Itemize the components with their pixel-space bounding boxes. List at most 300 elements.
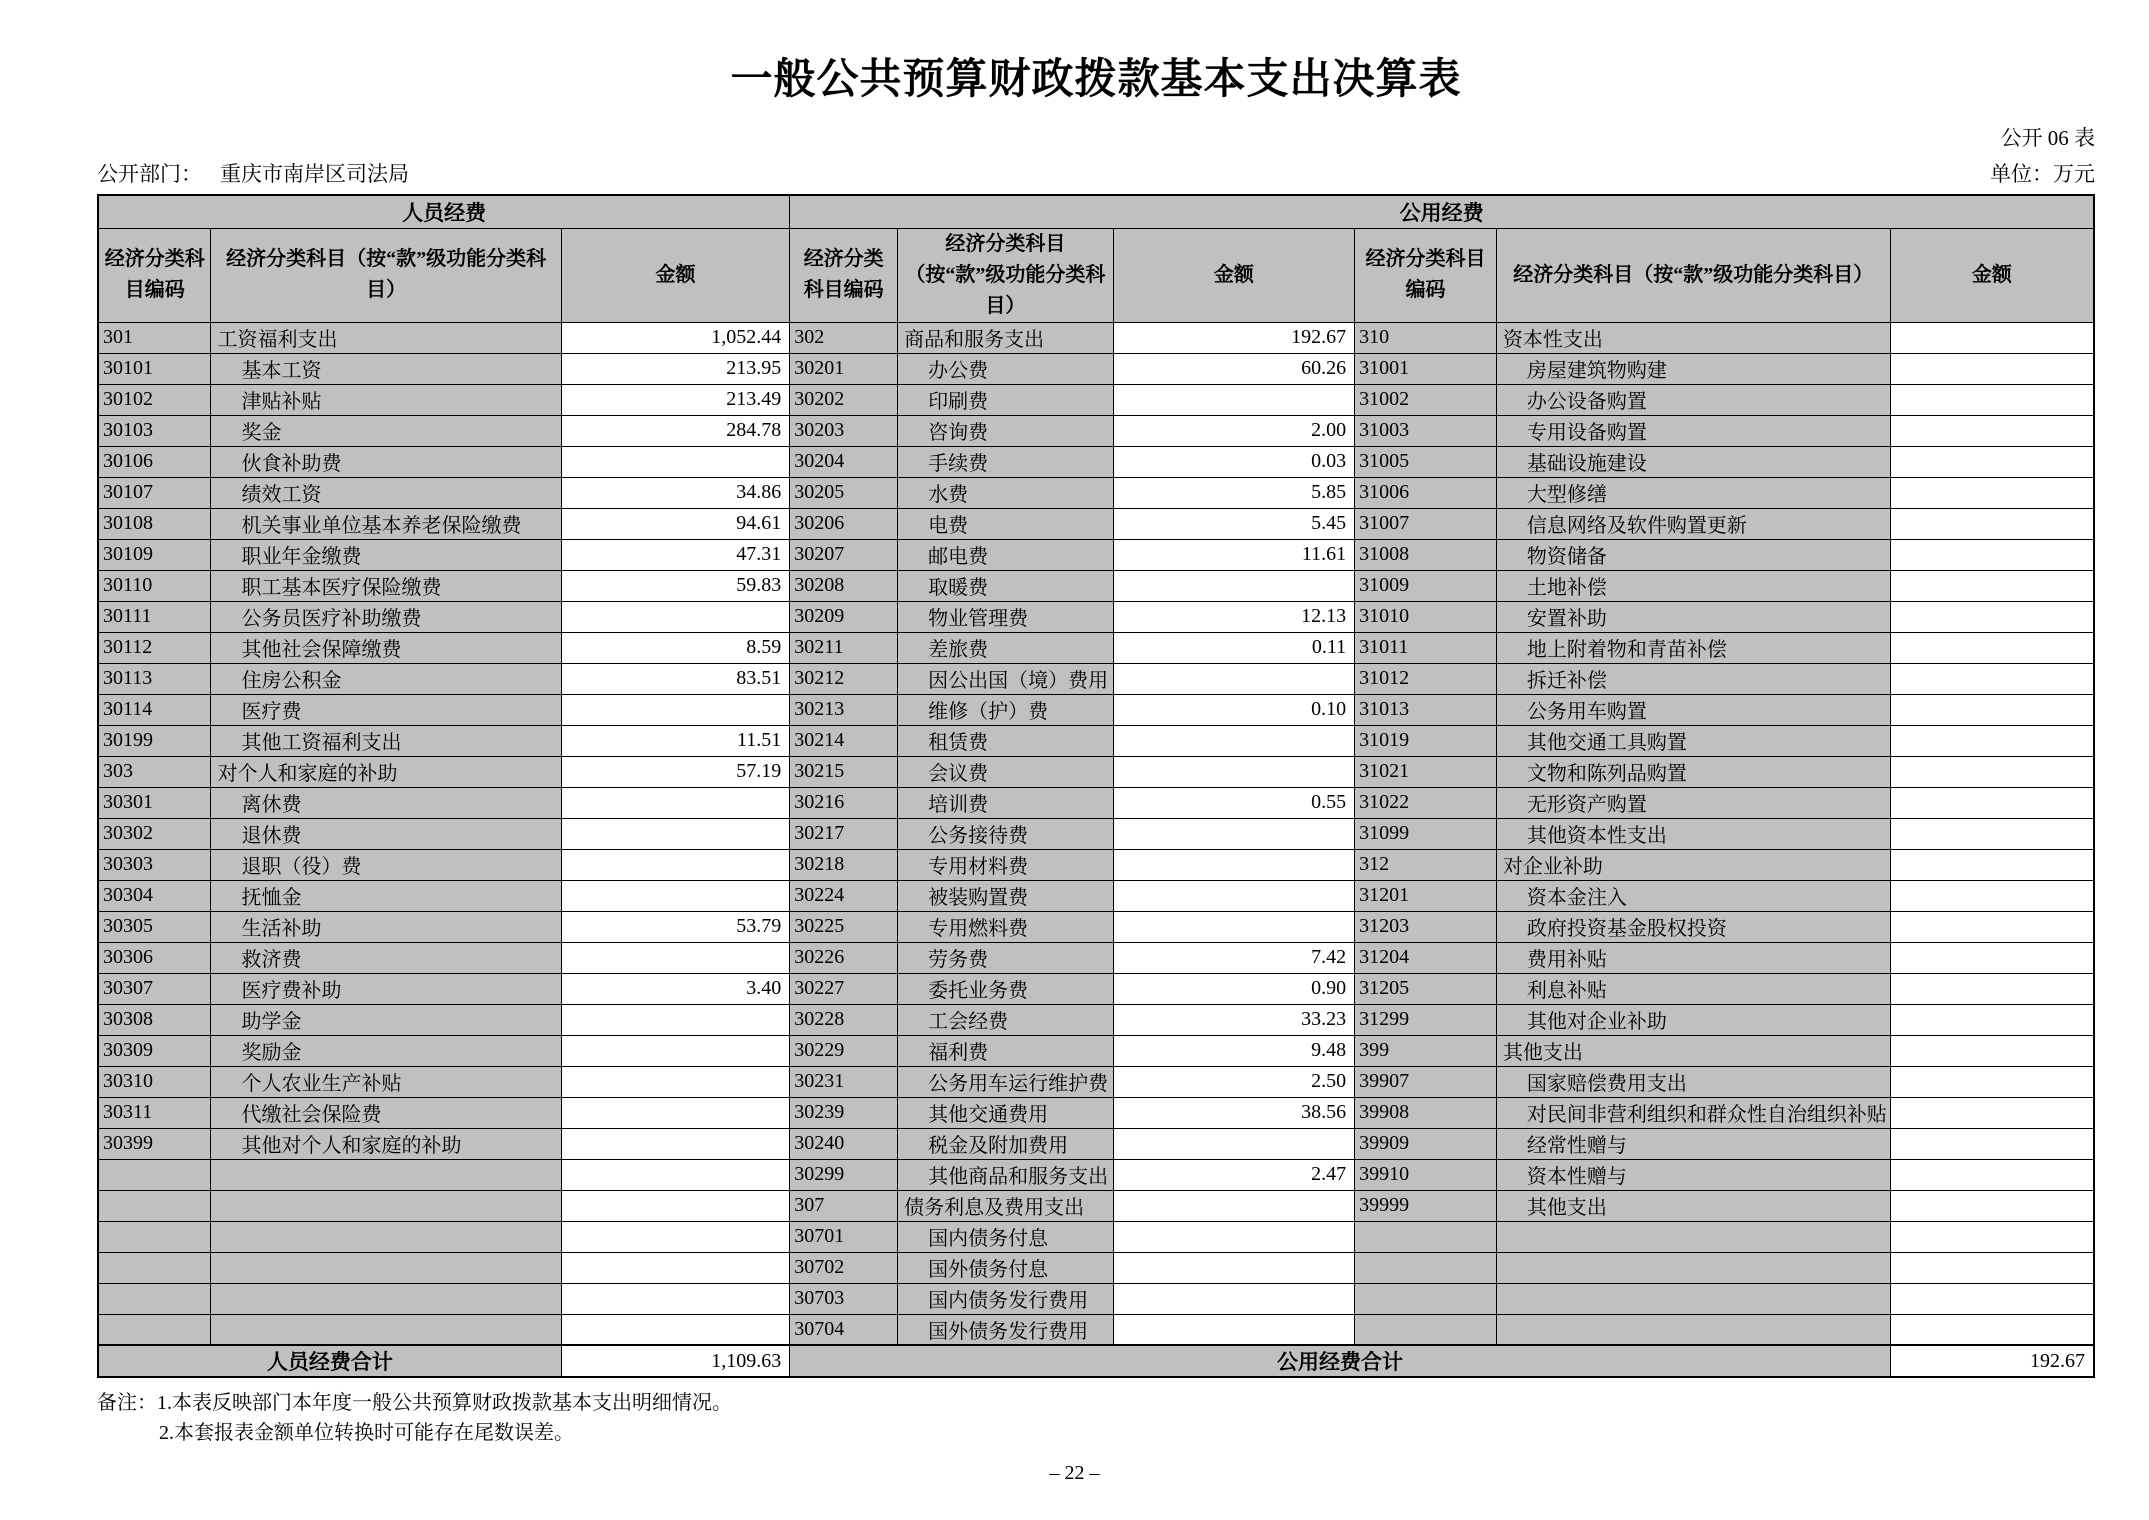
subject-cell: 委托业务费: [898, 973, 1114, 1004]
amount-cell: 2.50: [1113, 1066, 1355, 1097]
subject-cell: 物资储备: [1496, 539, 1890, 570]
amount-cell: 59.83: [561, 570, 790, 601]
subject-cell: [211, 1252, 561, 1283]
subject-cell: 生活补助: [211, 911, 561, 942]
amount-cell: 3.40: [561, 973, 790, 1004]
code-cell: 30203: [790, 415, 898, 446]
amount-cell: [1113, 911, 1355, 942]
code-cell: 30399: [98, 1128, 211, 1159]
amount-cell: [1113, 1221, 1355, 1252]
subject-cell: 债务利息及费用支出: [898, 1190, 1114, 1221]
code-cell: 30229: [790, 1035, 898, 1066]
subject-cell: 工会经费: [898, 1004, 1114, 1035]
subject-cell: 其他社会保障缴费: [211, 632, 561, 663]
code-cell: 31006: [1355, 477, 1497, 508]
amount-cell: [1113, 880, 1355, 911]
code-cell: 30212: [790, 663, 898, 694]
code-cell: 31012: [1355, 663, 1497, 694]
amount-cell: [1890, 322, 2094, 353]
amount-cell: 33.23: [1113, 1004, 1355, 1035]
amount-cell: [1890, 787, 2094, 818]
subject-cell: 地上附着物和青苗补偿: [1496, 632, 1890, 663]
amount-cell: 192.67: [1113, 322, 1355, 353]
subject-cell: 工资福利支出: [211, 322, 561, 353]
table-row: [98, 539, 2094, 570]
subject-cell: 专用设备购置: [1496, 415, 1890, 446]
amount-cell: [561, 1004, 790, 1035]
table-row: [98, 973, 2094, 1004]
subject-cell: 取暖费: [898, 570, 1114, 601]
amount-cell: [561, 1283, 790, 1314]
amount-cell: [1113, 1252, 1355, 1283]
code-cell: 31021: [1355, 756, 1497, 787]
amount-cell: [1890, 911, 2094, 942]
subject-cell: 助学金: [211, 1004, 561, 1035]
subject-cell: 商品和服务支出: [898, 322, 1114, 353]
subject-cell: 奖励金: [211, 1035, 561, 1066]
code-cell: [98, 1283, 211, 1314]
amount-cell: [1113, 725, 1355, 756]
code-cell: 302: [790, 322, 898, 353]
code-cell: 30110: [98, 570, 211, 601]
code-cell: 30306: [98, 942, 211, 973]
subject-cell: 办公设备购置: [1496, 384, 1890, 415]
subject-cell: 邮电费: [898, 539, 1114, 570]
code-cell: 30308: [98, 1004, 211, 1035]
subject-cell: [211, 1283, 561, 1314]
department-line: [97, 158, 409, 188]
code-cell: 30299: [790, 1159, 898, 1190]
personnel-total-label: 人员经费合计: [98, 1345, 561, 1377]
code-cell: 30301: [98, 787, 211, 818]
amount-cell: 8.59: [561, 632, 790, 663]
subject-cell: 国外债务发行费用: [898, 1314, 1114, 1345]
amount-cell: [561, 1128, 790, 1159]
code-cell: 30207: [790, 539, 898, 570]
subject-cell: 专用材料费: [898, 849, 1114, 880]
subject-cell: 差旅费: [898, 632, 1114, 663]
col-header-amount-mid: 金额: [1113, 228, 1355, 322]
table-row: [98, 818, 2094, 849]
amount-cell: [1890, 1066, 2094, 1097]
amount-cell: 60.26: [1113, 353, 1355, 384]
amount-cell: [561, 601, 790, 632]
amount-cell: 9.48: [1113, 1035, 1355, 1066]
subject-cell: 办公费: [898, 353, 1114, 384]
code-cell: 301: [98, 322, 211, 353]
amount-cell: [1113, 756, 1355, 787]
code-cell: 30111: [98, 601, 211, 632]
subject-cell: [211, 1159, 561, 1190]
amount-cell: [1890, 942, 2094, 973]
subject-cell: 费用补贴: [1496, 942, 1890, 973]
department-label: 公开部门：: [97, 162, 202, 186]
code-cell: 30208: [790, 570, 898, 601]
code-cell: 30302: [98, 818, 211, 849]
subject-cell: 无形资产购置: [1496, 787, 1890, 818]
code-cell: 30209: [790, 601, 898, 632]
amount-cell: 47.31: [561, 539, 790, 570]
code-cell: 30114: [98, 694, 211, 725]
code-cell: 31204: [1355, 942, 1497, 973]
amount-cell: [561, 1190, 790, 1221]
code-cell: 30109: [98, 539, 211, 570]
department-value: 重庆市南岸区司法局: [220, 162, 409, 186]
amount-cell: [1113, 1283, 1355, 1314]
subject-cell: 其他商品和服务支出: [898, 1159, 1114, 1190]
code-cell: 31019: [1355, 725, 1497, 756]
subject-cell: 其他交通费用: [898, 1097, 1114, 1128]
subject-cell: 医疗费补助: [211, 973, 561, 1004]
amount-cell: [1890, 663, 2094, 694]
amount-cell: 213.95: [561, 353, 790, 384]
code-cell: 39909: [1355, 1128, 1497, 1159]
col-header-code-right: 经济分类科目编码: [1355, 228, 1497, 322]
code-cell: 39907: [1355, 1066, 1497, 1097]
code-cell: 30106: [98, 446, 211, 477]
code-cell: 31201: [1355, 880, 1497, 911]
subject-cell: 文物和陈列品购置: [1496, 756, 1890, 787]
subject-cell: [211, 1221, 561, 1252]
table-number: 公开 06 表: [2000, 126, 2095, 150]
amount-cell: [561, 1221, 790, 1252]
table-row: [98, 508, 2094, 539]
code-cell: 31005: [1355, 446, 1497, 477]
amount-cell: [1890, 818, 2094, 849]
code-cell: 30225: [790, 911, 898, 942]
subject-cell: 公务员医疗补助缴费: [211, 601, 561, 632]
code-cell: 30103: [98, 415, 211, 446]
amount-cell: [561, 880, 790, 911]
col-header-amount-left: 金额: [561, 228, 790, 322]
subject-cell: 国外债务付息: [898, 1252, 1114, 1283]
subject-cell: 资本金注入: [1496, 880, 1890, 911]
amount-cell: 0.90: [1113, 973, 1355, 1004]
code-cell: 31001: [1355, 353, 1497, 384]
code-cell: 31022: [1355, 787, 1497, 818]
code-cell: 307: [790, 1190, 898, 1221]
table-row: [98, 756, 2094, 787]
code-cell: 30205: [790, 477, 898, 508]
subject-cell: 咨询费: [898, 415, 1114, 446]
group-header-row: [98, 195, 2094, 228]
amount-cell: [1890, 725, 2094, 756]
code-cell: 30305: [98, 911, 211, 942]
amount-cell: [1113, 1314, 1355, 1345]
code-cell: 30231: [790, 1066, 898, 1097]
amount-cell: [1890, 601, 2094, 632]
subject-cell: 其他工资福利支出: [211, 725, 561, 756]
code-cell: 39910: [1355, 1159, 1497, 1190]
subject-cell: 机关事业单位基本养老保险缴费: [211, 508, 561, 539]
amount-cell: 284.78: [561, 415, 790, 446]
subject-cell: 租赁费: [898, 725, 1114, 756]
table-row: [98, 477, 2094, 508]
code-cell: 31003: [1355, 415, 1497, 446]
amount-cell: [1890, 415, 2094, 446]
page-title: 一般公共预算财政拨款基本支出决算表: [730, 57, 1462, 103]
code-cell: 30102: [98, 384, 211, 415]
code-cell: 31099: [1355, 818, 1497, 849]
table-row: [98, 1066, 2094, 1097]
table-row: [98, 1314, 2094, 1345]
code-cell: [98, 1252, 211, 1283]
subject-cell: 专用燃料费: [898, 911, 1114, 942]
group-header-public: 公用经费: [790, 195, 2094, 228]
amount-cell: 12.13: [1113, 601, 1355, 632]
public-total-amount: 192.67: [1890, 1345, 2094, 1377]
table-row: [98, 911, 2094, 942]
amount-cell: [1890, 384, 2094, 415]
code-cell: 30211: [790, 632, 898, 663]
amount-cell: [561, 1066, 790, 1097]
subject-cell: 国内债务发行费用: [898, 1283, 1114, 1314]
code-cell: 31011: [1355, 632, 1497, 663]
subject-cell: 资本性支出: [1496, 322, 1890, 353]
subject-cell: [211, 1190, 561, 1221]
code-cell: [1355, 1314, 1497, 1345]
table-row: [98, 1283, 2094, 1314]
code-cell: 399: [1355, 1035, 1497, 1066]
page-number: – 22 –: [1049, 1462, 1100, 1484]
code-cell: [1355, 1252, 1497, 1283]
amount-cell: 38.56: [1113, 1097, 1355, 1128]
code-cell: 30199: [98, 725, 211, 756]
amount-cell: [1890, 1252, 2094, 1283]
subject-cell: 其他支出: [1496, 1035, 1890, 1066]
code-cell: [1355, 1283, 1497, 1314]
amount-cell: 213.49: [561, 384, 790, 415]
subject-cell: 电费: [898, 508, 1114, 539]
amount-cell: [1890, 1314, 2094, 1345]
table-row: [98, 849, 2094, 880]
note-line-1: 备注：1.本表反映部门本年度一般公共预算财政拨款基本支出明细情况。: [97, 1392, 732, 1414]
code-cell: 39908: [1355, 1097, 1497, 1128]
subject-cell: 被装购置费: [898, 880, 1114, 911]
amount-cell: [1890, 508, 2094, 539]
code-cell: 303: [98, 756, 211, 787]
subject-cell: 奖金: [211, 415, 561, 446]
subject-cell: 会议费: [898, 756, 1114, 787]
subject-cell: 职业年金缴费: [211, 539, 561, 570]
amount-cell: [1890, 1283, 2094, 1314]
code-cell: 30112: [98, 632, 211, 663]
subject-cell: 抚恤金: [211, 880, 561, 911]
subject-cell: 水费: [898, 477, 1114, 508]
amount-cell: [1890, 694, 2094, 725]
amount-cell: 2.00: [1113, 415, 1355, 446]
subject-cell: 其他交通工具购置: [1496, 725, 1890, 756]
subject-cell: 维修（护）费: [898, 694, 1114, 725]
amount-cell: 0.11: [1113, 632, 1355, 663]
notes: [97, 1388, 2095, 1448]
code-cell: 30701: [790, 1221, 898, 1252]
subject-cell: 基础设施建设: [1496, 446, 1890, 477]
subject-cell: 个人农业生产补贴: [211, 1066, 561, 1097]
code-cell: 30239: [790, 1097, 898, 1128]
code-cell: 30113: [98, 663, 211, 694]
amount-cell: [561, 1252, 790, 1283]
table-row: [98, 1190, 2094, 1221]
amount-cell: [1113, 663, 1355, 694]
subject-cell: 税金及附加费用: [898, 1128, 1114, 1159]
table-row: [98, 787, 2094, 818]
code-cell: 30303: [98, 849, 211, 880]
group-header-personnel: 人员经费: [98, 195, 790, 228]
subject-cell: 物业管理费: [898, 601, 1114, 632]
code-cell: 30215: [790, 756, 898, 787]
subject-cell: 印刷费: [898, 384, 1114, 415]
code-cell: 30703: [790, 1283, 898, 1314]
subject-cell: 土地补偿: [1496, 570, 1890, 601]
amount-cell: [561, 818, 790, 849]
subject-cell: [1496, 1283, 1890, 1314]
amount-cell: [1113, 818, 1355, 849]
code-cell: 30107: [98, 477, 211, 508]
amount-cell: 83.51: [561, 663, 790, 694]
table-row: [98, 570, 2094, 601]
amount-cell: [561, 1314, 790, 1345]
subject-cell: 伙食补助费: [211, 446, 561, 477]
amount-cell: [1113, 849, 1355, 880]
amount-cell: [1890, 446, 2094, 477]
table-row: [98, 1221, 2094, 1252]
table-row: [98, 1128, 2094, 1159]
table-row: [98, 384, 2094, 415]
amount-cell: [561, 942, 790, 973]
code-cell: 30309: [98, 1035, 211, 1066]
code-cell: [98, 1159, 211, 1190]
amount-cell: [1113, 1190, 1355, 1221]
code-cell: [98, 1221, 211, 1252]
public-total-label: 公用经费合计: [790, 1345, 1890, 1377]
subject-cell: 利息补贴: [1496, 973, 1890, 1004]
amount-cell: [1113, 1128, 1355, 1159]
amount-cell: 0.03: [1113, 446, 1355, 477]
amount-cell: [561, 1159, 790, 1190]
code-cell: [98, 1190, 211, 1221]
amount-cell: 0.55: [1113, 787, 1355, 818]
code-cell: 30310: [98, 1066, 211, 1097]
code-cell: 30224: [790, 880, 898, 911]
amount-cell: [1890, 570, 2094, 601]
amount-cell: 53.79: [561, 911, 790, 942]
subject-cell: 公务用车运行维护费: [898, 1066, 1114, 1097]
subject-cell: 离休费: [211, 787, 561, 818]
document-sheet: [97, 0, 2095, 1448]
code-cell: 30108: [98, 508, 211, 539]
amount-cell: [1890, 849, 2094, 880]
amount-cell: [561, 787, 790, 818]
col-header-subject-left: 经济分类科目（按“款”级功能分类科目）: [211, 228, 561, 322]
subject-cell: 基本工资: [211, 353, 561, 384]
code-cell: 30216: [790, 787, 898, 818]
subject-cell: 经常性赠与: [1496, 1128, 1890, 1159]
table-row: [98, 725, 2094, 756]
amount-cell: 2.47: [1113, 1159, 1355, 1190]
table-row: [98, 1252, 2094, 1283]
amount-cell: [1890, 1004, 2094, 1035]
code-cell: 30702: [790, 1252, 898, 1283]
col-header-subject-mid: 经济分类科目（按“款”级功能分类科目）: [898, 228, 1114, 322]
amount-cell: 0.10: [1113, 694, 1355, 725]
code-cell: 30202: [790, 384, 898, 415]
amount-cell: [561, 694, 790, 725]
subject-cell: 对个人和家庭的补助: [211, 756, 561, 787]
code-cell: 31205: [1355, 973, 1497, 1004]
subject-cell: 资本性赠与: [1496, 1159, 1890, 1190]
subject-cell: 国内债务付息: [898, 1221, 1114, 1252]
subject-cell: [1496, 1221, 1890, 1252]
subject-cell: 退职（役）费: [211, 849, 561, 880]
code-cell: 31010: [1355, 601, 1497, 632]
table-row: [98, 942, 2094, 973]
code-cell: 30217: [790, 818, 898, 849]
amount-cell: [1890, 353, 2094, 384]
subject-cell: 公务接待费: [898, 818, 1114, 849]
subject-cell: 房屋建筑物购建: [1496, 353, 1890, 384]
code-cell: 310: [1355, 322, 1497, 353]
code-cell: 31299: [1355, 1004, 1497, 1035]
code-cell: 30704: [790, 1314, 898, 1345]
table-row: [98, 1035, 2094, 1066]
amount-cell: [1890, 1035, 2094, 1066]
subject-cell: 拆迁补偿: [1496, 663, 1890, 694]
amount-cell: 1,052.44: [561, 322, 790, 353]
subject-cell: 劳务费: [898, 942, 1114, 973]
amount-cell: [561, 446, 790, 477]
code-cell: 312: [1355, 849, 1497, 880]
code-cell: [98, 1314, 211, 1345]
code-cell: 30204: [790, 446, 898, 477]
code-cell: 31013: [1355, 694, 1497, 725]
subject-cell: 代缴社会保险费: [211, 1097, 561, 1128]
subject-cell: 国家赔偿费用支出: [1496, 1066, 1890, 1097]
expenditure-table: [97, 194, 2095, 1378]
amount-cell: [561, 1097, 790, 1128]
subject-cell: 公务用车购置: [1496, 694, 1890, 725]
code-cell: 39999: [1355, 1190, 1497, 1221]
column-header-row: [98, 228, 2094, 322]
code-cell: 31007: [1355, 508, 1497, 539]
table-row: [98, 446, 2094, 477]
subject-cell: 福利费: [898, 1035, 1114, 1066]
subject-cell: 大型修缮: [1496, 477, 1890, 508]
unit-label: 单位：万元: [1990, 162, 2095, 186]
note-line-2: 2.本套报表金额单位转换时可能存在尾数误差。: [159, 1422, 574, 1444]
subject-cell: 津贴补贴: [211, 384, 561, 415]
subject-cell: 信息网络及软件购置更新: [1496, 508, 1890, 539]
amount-cell: 7.42: [1113, 942, 1355, 973]
table-row: [98, 1159, 2094, 1190]
table-row: [98, 353, 2094, 384]
code-cell: 31203: [1355, 911, 1497, 942]
subject-cell: 其他资本性支出: [1496, 818, 1890, 849]
code-cell: 30101: [98, 353, 211, 384]
code-cell: 30304: [98, 880, 211, 911]
subject-cell: 其他对个人和家庭的补助: [211, 1128, 561, 1159]
col-header-subject-right: 经济分类科目（按“款”级功能分类科目）: [1496, 228, 1890, 322]
amount-cell: [1890, 1190, 2094, 1221]
code-cell: 30240: [790, 1128, 898, 1159]
table-row: [98, 632, 2094, 663]
code-cell: 30206: [790, 508, 898, 539]
table-row: [98, 1097, 2094, 1128]
subject-cell: [1496, 1252, 1890, 1283]
code-cell: 30307: [98, 973, 211, 1004]
code-cell: 30213: [790, 694, 898, 725]
subject-cell: 安置补助: [1496, 601, 1890, 632]
